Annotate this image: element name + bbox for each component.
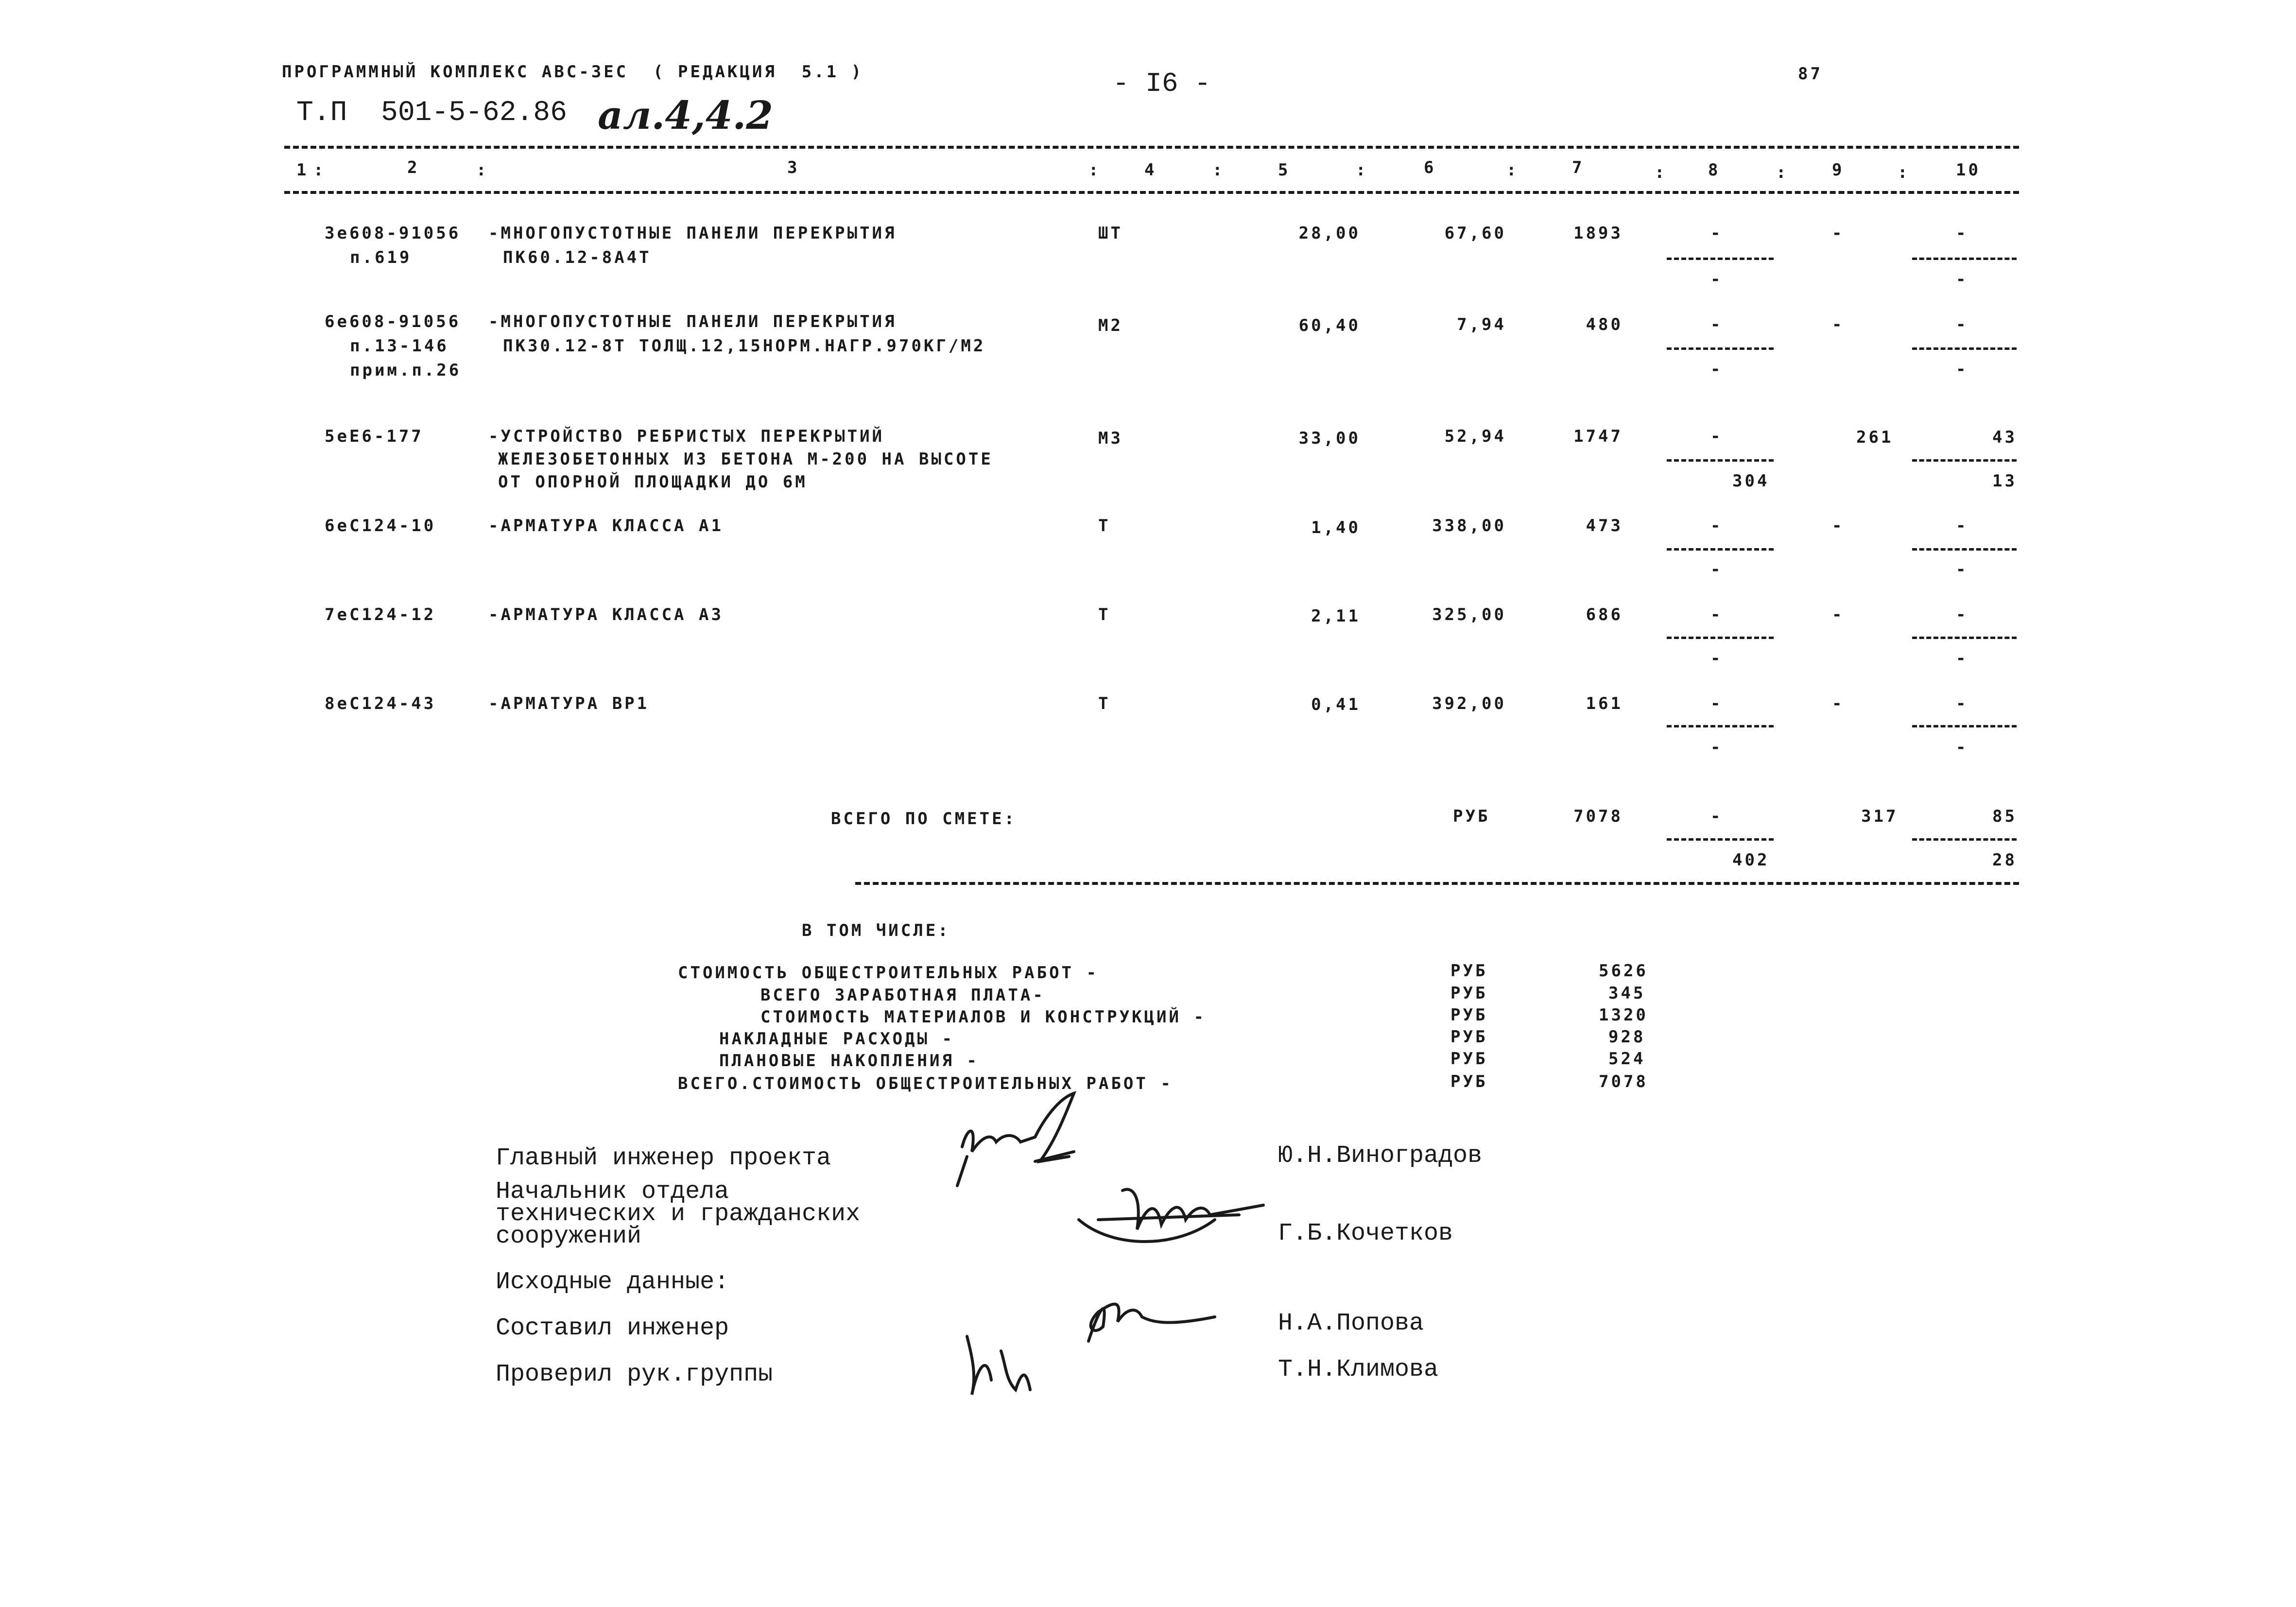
row-qty: 60,40 <box>1298 316 1361 335</box>
header-rule-top <box>284 146 2019 149</box>
dept-head-label <box>496 1178 861 1250</box>
breakdown-value: 5626 <box>1599 961 1648 981</box>
row-name: ПК30.12-8Т ТОЛЩ.12,15НОРМ.НАГР.970КГ/М2 <box>503 336 986 356</box>
col-sep: : <box>1776 163 1789 182</box>
col-sep: : <box>1212 160 1225 180</box>
row-code: 3е608-91056 <box>325 224 461 243</box>
fraction-rule <box>1667 258 1774 260</box>
row-name: ПК60.12-8А4Т <box>503 248 652 267</box>
checker-signature <box>957 1322 1040 1400</box>
row-col10-bottom: - <box>1956 738 1968 757</box>
fraction-rule <box>1667 637 1774 639</box>
fraction-rule <box>1667 838 1774 841</box>
col-sep: : <box>1356 160 1368 180</box>
row-code: п.13-146 <box>350 336 449 356</box>
total-rule <box>855 882 2019 885</box>
breakdown-value: 524 <box>1608 1049 1646 1069</box>
row-col9: - <box>1832 605 1845 624</box>
row-unit: Т <box>1098 605 1111 624</box>
row-code: 6е608-91056 <box>325 312 461 331</box>
col-8: 8 <box>1708 160 1721 180</box>
row-price: 392,00 <box>1432 694 1506 713</box>
total-col8-top: - <box>1710 807 1723 826</box>
chief-engineer-name: Ю.Н.Виноградов <box>1278 1142 1483 1170</box>
fraction-rule <box>1667 725 1774 727</box>
col-7: 7 <box>1572 158 1585 177</box>
row-code: п.619 <box>350 248 412 267</box>
header-rule-bottom <box>284 191 2019 194</box>
row-col9: - <box>1832 516 1845 536</box>
col-5: 5 <box>1278 160 1291 180</box>
col-3: 3 <box>787 158 800 177</box>
row-price: 338,00 <box>1432 516 1506 536</box>
total-col8-bottom: 402 <box>1732 850 1770 870</box>
row-name: -МНОГОПУСТОТНЫЕ ПАНЕЛИ ПЕРЕКРЫТИЯ <box>488 312 897 331</box>
total-col9: 317 <box>1861 807 1899 826</box>
row-code: 5еЕ6-177 <box>325 427 424 446</box>
compiler-signature <box>1069 1283 1229 1351</box>
row-code: 7еС124-12 <box>325 605 436 624</box>
row-col10-top: 43 <box>1992 428 2017 447</box>
row-price: 7,94 <box>1457 315 1506 334</box>
fraction-rule <box>1912 637 2017 639</box>
row-unit: Т <box>1098 516 1111 536</box>
row-col9: 261 <box>1856 428 1894 447</box>
row-col8-bottom: - <box>1710 560 1723 579</box>
col-sep: : <box>476 160 489 180</box>
row-col9: - <box>1832 315 1845 334</box>
program-header: ПРОГРАММНЫЙ КОМПЛЕКС АВС-3ЕС ( РЕДАКЦИЯ 5.1 ) <box>282 62 864 82</box>
col-sep: : <box>1655 163 1667 182</box>
total-label: ВСЕГО ПО СМЕТЕ: <box>831 809 1017 829</box>
row-col8-bottom: 304 <box>1732 471 1770 491</box>
fraction-rule <box>1667 548 1774 551</box>
row-qty: 2,11 <box>1311 606 1361 626</box>
breakdown-unit: РУБ <box>1450 984 1488 1003</box>
row-total: 161 <box>1586 694 1623 713</box>
breakdown-label: СТОИМОСТЬ МАТЕРИАЛОВ И КОНСТРУКЦИЙ - <box>760 1007 1206 1027</box>
row-col10-top: - <box>1956 315 1968 334</box>
total-unit: РУБ <box>1453 807 1490 826</box>
breakdown-unit: РУБ <box>1450 1027 1488 1047</box>
row-col10-bottom: - <box>1956 360 1968 379</box>
row-code: 8еС124-43 <box>325 694 436 713</box>
row-name: ЖЕЛЕЗОБЕТОННЫХ ИЗ БЕТОНА М-200 НА ВЫСОТЕ <box>498 449 993 469</box>
row-col10-bottom: - <box>1956 270 1968 289</box>
fraction-rule <box>1912 258 2017 260</box>
row-name: ОТ ОПОРНОЙ ПЛОЩАДКИ ДО 6М <box>498 472 808 492</box>
row-qty: 33,00 <box>1298 429 1361 448</box>
row-code: 6еС124-10 <box>325 516 436 536</box>
row-col10-bottom: 13 <box>1992 471 2017 491</box>
row-col8-bottom: - <box>1710 649 1723 668</box>
row-col10-top: - <box>1956 605 1968 624</box>
row-code: прим.п.26 <box>350 361 462 380</box>
row-col8-top: - <box>1710 605 1723 624</box>
col-2: 2 <box>407 158 420 177</box>
total-col10-top: 85 <box>1992 807 2017 826</box>
page-number-right: 87 <box>1798 64 1823 84</box>
col-9: 9 <box>1832 160 1845 180</box>
row-qty: 28,00 <box>1298 224 1361 243</box>
row-col10-top: - <box>1956 224 1968 243</box>
dept-head-label-line: технических и гражданских <box>496 1200 861 1228</box>
row-qty: 1,40 <box>1311 518 1361 537</box>
fraction-rule <box>1912 347 2017 350</box>
col-10: 10 <box>1956 160 1981 180</box>
fraction-rule <box>1667 459 1774 462</box>
dept-head-name: Г.Б.Кочетков <box>1278 1220 1453 1247</box>
checked-by-label: Проверил рук.группы <box>496 1361 773 1388</box>
page-number-center: - I6 - <box>1113 68 1211 99</box>
fraction-rule <box>1912 838 2017 841</box>
row-col9: - <box>1832 694 1845 713</box>
breakdown-unit: РУБ <box>1450 1049 1488 1069</box>
compiled-by-name: Н.А.Попова <box>1278 1310 1424 1337</box>
row-col10-bottom: - <box>1956 649 1968 668</box>
breakdown-label: ВСЕГО.СТОИМОСТЬ ОБЩЕСТРОИТЕЛЬНЫХ РАБОТ - <box>678 1074 1173 1093</box>
total-value: 7078 <box>1573 807 1623 826</box>
dept-head-signature <box>1069 1176 1273 1259</box>
tp-reference: Т.П 501-5-62.86 <box>296 97 567 129</box>
row-col8-top: - <box>1710 694 1723 713</box>
row-col8-bottom: - <box>1710 360 1723 379</box>
row-unit: М3 <box>1098 429 1123 448</box>
breakdown-value: 345 <box>1608 984 1646 1003</box>
album-reference: ал.4,4.2 <box>598 92 773 138</box>
row-col8-top: - <box>1710 427 1723 446</box>
col-1: 1 <box>296 160 309 180</box>
breakdown-label: НАКЛАДНЫЕ РАСХОДЫ - <box>719 1029 954 1049</box>
col-sep: : <box>313 160 326 180</box>
col-sep: : <box>1898 163 1910 182</box>
source-data-label: Исходные данные: <box>496 1268 729 1296</box>
row-col8-top: - <box>1710 516 1723 536</box>
checked-by-name: Т.Н.Климова <box>1278 1356 1439 1383</box>
row-col10-bottom: - <box>1956 560 1968 579</box>
row-name: -АРМАТУРА КЛАССА А1 <box>488 516 724 536</box>
col-6: 6 <box>1424 158 1436 177</box>
breakdown-unit: РУБ <box>1450 961 1488 981</box>
breakdown-title: В ТОМ ЧИСЛЕ: <box>802 921 950 940</box>
row-col10-top: - <box>1956 516 1968 536</box>
row-price: 325,00 <box>1432 605 1506 624</box>
breakdown-label: ВСЕГО ЗАРАБОТНАЯ ПЛАТА- <box>760 985 1045 1005</box>
col-4: 4 <box>1144 160 1157 180</box>
total-col10-bottom: 28 <box>1992 850 2017 870</box>
row-col8-bottom: - <box>1710 738 1723 757</box>
row-name: -АРМАТУРА КЛАССА А3 <box>488 605 724 624</box>
fraction-rule <box>1912 725 2017 727</box>
fraction-rule <box>1912 459 2017 462</box>
breakdown-value: 1320 <box>1599 1005 1648 1025</box>
row-total: 1747 <box>1573 427 1623 446</box>
compiled-by-label: Составил инженер <box>496 1314 729 1342</box>
row-col8-bottom: - <box>1710 270 1723 289</box>
breakdown-unit: РУБ <box>1450 1005 1488 1025</box>
fraction-rule <box>1912 548 2017 551</box>
dept-head-label-line: Начальник отдела <box>496 1178 729 1206</box>
row-unit: Т <box>1098 694 1111 713</box>
dept-head-label-line: сооружений <box>496 1223 642 1250</box>
row-total: 480 <box>1586 315 1623 334</box>
row-price: 67,60 <box>1444 224 1506 243</box>
col-sep: : <box>1088 160 1101 180</box>
row-name: -УСТРОЙСТВО РЕБРИСТЫХ ПЕРЕКРЫТИЙ <box>488 427 885 446</box>
row-unit: ШТ <box>1098 224 1123 243</box>
row-col9: - <box>1832 224 1845 243</box>
row-total: 686 <box>1586 605 1623 624</box>
breakdown-value: 7078 <box>1599 1072 1648 1091</box>
row-qty: 0,41 <box>1311 695 1361 714</box>
row-price: 52,94 <box>1444 427 1506 446</box>
row-total: 473 <box>1586 516 1623 536</box>
chief-engineer-label: Главный инженер проекта <box>496 1144 831 1172</box>
breakdown-value: 928 <box>1608 1027 1646 1047</box>
row-col10-top: - <box>1956 694 1968 713</box>
breakdown-label: ПЛАНОВЫЕ НАКОПЛЕНИЯ - <box>719 1051 979 1071</box>
row-unit: М2 <box>1098 316 1123 335</box>
col-sep: : <box>1506 160 1519 180</box>
row-col8-top: - <box>1710 315 1723 334</box>
fraction-rule <box>1667 347 1774 350</box>
breakdown-unit: РУБ <box>1450 1072 1488 1091</box>
row-total: 1893 <box>1573 224 1623 243</box>
breakdown-label: СТОИМОСТЬ ОБЩЕСТРОИТЕЛЬНЫХ РАБОТ - <box>678 963 1099 983</box>
row-col8-top: - <box>1710 224 1723 243</box>
row-name: -АРМАТУРА ВР1 <box>488 694 650 713</box>
row-name: -МНОГОПУСТОТНЫЕ ПАНЕЛИ ПЕРЕКРЫТИЯ <box>488 224 897 243</box>
